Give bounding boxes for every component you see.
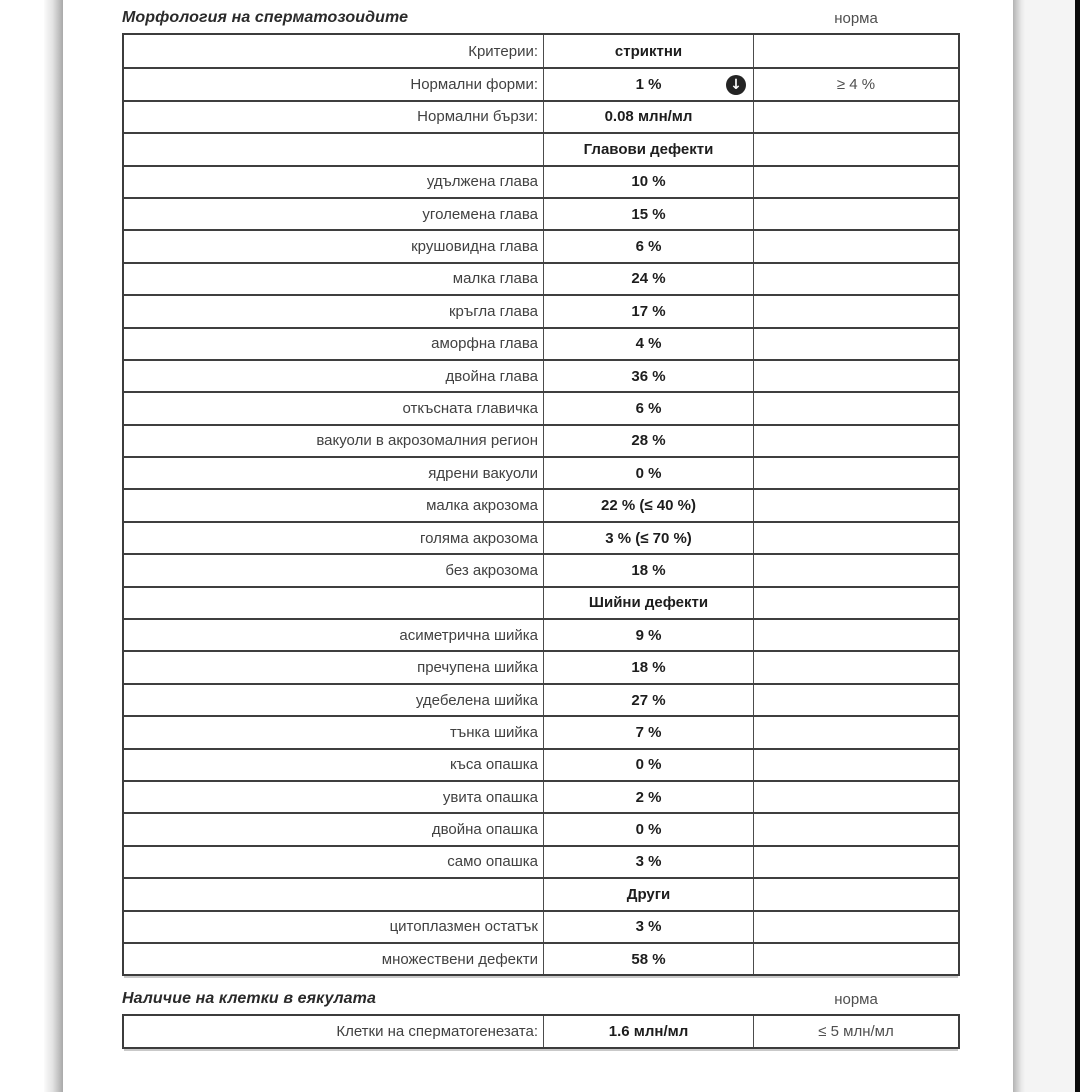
row-norm <box>754 782 958 812</box>
row-norm <box>754 912 958 942</box>
row-value: 3 % <box>543 847 754 877</box>
row-norm <box>754 523 958 553</box>
row-value: 58 % <box>543 944 754 974</box>
page-edge-shadow-right <box>1013 0 1025 1092</box>
row-value: 15 % <box>543 199 754 229</box>
row-norm <box>754 555 958 585</box>
row-value: 36 % <box>543 361 754 391</box>
row-label <box>124 879 543 909</box>
table-row <box>124 521 958 553</box>
row-label: голяма акрозома <box>420 529 538 547</box>
row-norm <box>754 264 958 294</box>
table-row <box>124 294 958 326</box>
row-norm <box>754 426 958 456</box>
row-value: 3 % (≤ 70 %) <box>543 523 754 553</box>
row-norm <box>754 296 958 326</box>
row-value: 6 % <box>543 231 754 261</box>
table-row <box>124 100 958 132</box>
table-row <box>124 748 958 780</box>
document-page <box>122 8 960 1049</box>
row-norm <box>754 490 958 520</box>
row-label: Нормални бързи: <box>417 108 538 126</box>
table-row <box>124 812 958 844</box>
table-row <box>124 359 958 391</box>
row-label: увита опашка <box>442 788 538 806</box>
row-norm <box>754 814 958 844</box>
row-norm <box>754 717 958 747</box>
row-label: двойна глава <box>445 367 538 385</box>
morphology-table <box>122 33 960 976</box>
row-label <box>124 588 543 618</box>
table-row <box>124 262 958 294</box>
section-header-row <box>124 877 958 909</box>
row-norm <box>754 393 958 423</box>
table-row <box>124 715 958 747</box>
row-value: 1 % ↓ <box>543 69 754 99</box>
row-value: 3 % <box>543 912 754 942</box>
down-arrow-circle-icon: ↓ <box>726 75 746 95</box>
table-row <box>124 229 958 261</box>
section-header-row <box>124 586 958 618</box>
morphology-section-header <box>122 8 960 27</box>
table-row <box>124 780 958 812</box>
row-value: 1.6 млн/мл <box>543 1016 754 1047</box>
section-header-label: Други <box>543 879 754 909</box>
row-norm <box>754 847 958 877</box>
row-norm <box>754 361 958 391</box>
row-label: Нормални форми: <box>410 76 538 94</box>
page-edge-shadow-left <box>44 0 63 1092</box>
row-value: 28 % <box>543 426 754 456</box>
row-norm <box>754 685 958 715</box>
row-norm <box>754 458 958 488</box>
row-label: къса опашка <box>449 756 538 774</box>
row-norm <box>754 750 958 780</box>
table-row <box>124 553 958 585</box>
table-row <box>124 67 958 99</box>
row-label: пречупена шийка <box>417 659 538 677</box>
row-value: 22 % (≤ 40 %) <box>543 490 754 520</box>
table-row <box>124 424 958 456</box>
offpage-area-right <box>1025 0 1075 1092</box>
row-label: цитоплазмен остатък <box>389 918 538 936</box>
row-value: стриктни <box>543 35 754 67</box>
table-row <box>124 618 958 650</box>
row-value: 2 % <box>543 782 754 812</box>
row-norm <box>754 199 958 229</box>
row-label: множествени дефекти <box>381 950 538 968</box>
row-label: тънка шийка <box>450 723 538 741</box>
row-label: двойна опашка <box>431 821 538 839</box>
row-label: вакуоли в акрозомалния регион <box>316 432 538 450</box>
row-norm: ≤ 5 млн/мл <box>818 1023 894 1041</box>
row-label: уголемена глава <box>422 205 538 223</box>
row-label: удължена глава <box>426 173 538 191</box>
table-row <box>124 683 958 715</box>
row-norm <box>754 879 958 909</box>
row-label: кръгла глава <box>448 302 538 320</box>
row-value: 0 % <box>543 750 754 780</box>
row-value: 17 % <box>543 296 754 326</box>
row-norm <box>754 652 958 682</box>
row-value: 6 % <box>543 393 754 423</box>
section-title-cells: Наличие на клетки в еякулата <box>122 990 376 1008</box>
row-label: малка глава <box>452 270 538 288</box>
row-value: 7 % <box>543 717 754 747</box>
table-row <box>124 197 958 229</box>
cells-table <box>122 1014 960 1049</box>
row-value: 9 % <box>543 620 754 650</box>
row-norm: ≥ 4 % <box>836 76 876 94</box>
row-label: без акрозома <box>445 561 538 579</box>
row-label: малка акрозома <box>426 497 538 515</box>
table-row <box>124 35 958 67</box>
norm-column-header-2: норма <box>834 991 878 1009</box>
row-value: 4 % <box>543 329 754 359</box>
row-value: 27 % <box>543 685 754 715</box>
row-value: 18 % <box>543 555 754 585</box>
row-label: ядрени вакуоли <box>428 464 538 482</box>
norm-column-header: норма <box>834 10 878 27</box>
cells-section-header <box>122 989 960 1008</box>
row-norm <box>754 944 958 974</box>
row-norm <box>754 167 958 197</box>
section-header-label: Шийни дефекти <box>543 588 754 618</box>
window-edge-strip <box>1075 0 1080 1092</box>
row-label: Клетки на сперматогенезата: <box>336 1023 538 1041</box>
row-norm <box>754 588 958 618</box>
table-row <box>124 1016 958 1047</box>
table-row <box>124 845 958 877</box>
table-row <box>124 391 958 423</box>
row-label: само опашка <box>447 853 538 871</box>
section-header-row <box>124 132 958 164</box>
row-value: 18 % <box>543 652 754 682</box>
row-norm <box>754 134 958 164</box>
row-label: крушовидна глава <box>411 238 538 256</box>
row-value: 24 % <box>543 264 754 294</box>
row-label: аморфна глава <box>431 335 538 353</box>
table-row <box>124 165 958 197</box>
row-label: откъсната главичка <box>402 399 538 417</box>
table-row <box>124 650 958 682</box>
table-row <box>124 942 958 974</box>
row-norm <box>754 620 958 650</box>
row-norm <box>754 231 958 261</box>
row-value: 10 % <box>543 167 754 197</box>
table-row <box>124 488 958 520</box>
table-row <box>124 327 958 359</box>
row-label: Критерии: <box>468 42 538 60</box>
section-header-label: Главови дефекти <box>543 134 754 164</box>
row-norm <box>754 35 958 67</box>
section-title-morphology: Морфология на сперматозоидите <box>122 9 409 26</box>
table-row <box>124 456 958 488</box>
row-label: асиметрична шийка <box>399 626 538 644</box>
row-label <box>124 134 543 164</box>
row-norm <box>754 329 958 359</box>
row-norm <box>754 102 958 132</box>
row-value: 0 % <box>543 814 754 844</box>
row-label: удебелена шийка <box>415 691 538 709</box>
table-row <box>124 910 958 942</box>
row-value: 0.08 млн/мл <box>543 102 754 132</box>
row-value: 0 % <box>543 458 754 488</box>
